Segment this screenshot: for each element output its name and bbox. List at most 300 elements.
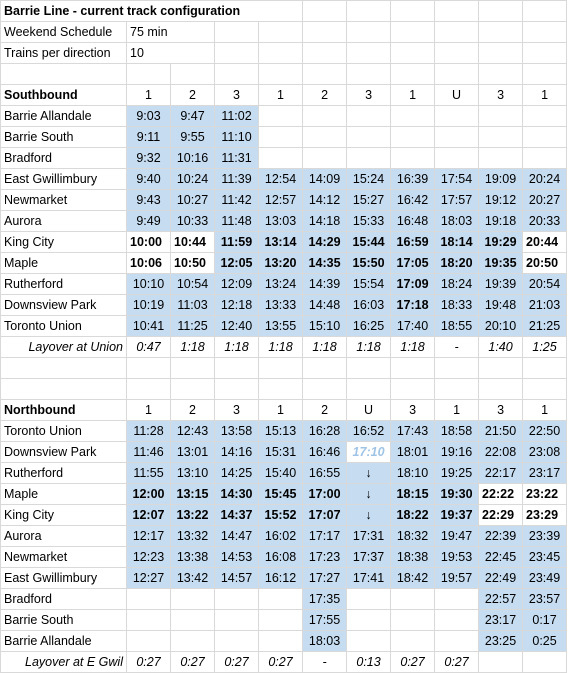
time-cell[interactable]: 14:25 (215, 463, 259, 484)
time-cell[interactable] (215, 631, 259, 652)
time-cell[interactable]: 10:54 (171, 274, 215, 295)
layover-value[interactable]: 1:18 (391, 337, 435, 358)
time-cell[interactable]: 19:47 (435, 526, 479, 547)
time-cell[interactable]: 15:10 (303, 316, 347, 337)
time-cell[interactable]: 14:57 (215, 568, 259, 589)
layover-value[interactable]: 1:18 (215, 337, 259, 358)
time-cell[interactable]: 9:03 (127, 106, 171, 127)
time-cell[interactable]: 21:25 (523, 316, 567, 337)
time-cell[interactable]: 23:22 (523, 484, 567, 505)
time-cell[interactable]: 15:44 (347, 232, 391, 253)
time-cell[interactable]: 16:59 (391, 232, 435, 253)
station-name[interactable]: Rutherford (1, 274, 127, 295)
time-cell[interactable]: 21:03 (523, 295, 567, 316)
time-cell[interactable]: 22:57 (479, 589, 523, 610)
time-cell[interactable]: 12:09 (215, 274, 259, 295)
station-name[interactable]: Maple (1, 253, 127, 274)
time-cell[interactable]: 13:42 (171, 568, 215, 589)
time-cell[interactable]: 22:22 (479, 484, 523, 505)
meta-value[interactable]: 10 (127, 43, 215, 64)
time-cell[interactable]: 19:29 (479, 232, 523, 253)
time-cell[interactable]: 14:48 (303, 295, 347, 316)
time-cell[interactable] (347, 106, 391, 127)
time-cell[interactable]: 20:10 (479, 316, 523, 337)
empty-cell[interactable] (479, 358, 523, 379)
empty-cell[interactable] (127, 64, 171, 85)
time-cell[interactable]: 18:55 (435, 316, 479, 337)
time-cell[interactable]: 14:09 (303, 169, 347, 190)
time-cell[interactable] (479, 127, 523, 148)
time-cell[interactable]: 15:13 (259, 421, 303, 442)
time-cell[interactable]: 13:38 (171, 547, 215, 568)
time-cell[interactable]: 0:25 (523, 631, 567, 652)
station-name[interactable]: Barrie Allandale (1, 106, 127, 127)
empty-cell[interactable] (171, 64, 215, 85)
time-cell[interactable]: 16:25 (347, 316, 391, 337)
time-cell[interactable]: 12:00 (127, 484, 171, 505)
station-name[interactable]: Aurora (1, 211, 127, 232)
empty-cell[interactable] (347, 379, 391, 400)
time-cell[interactable]: 19:30 (435, 484, 479, 505)
time-cell[interactable]: 16:39 (391, 169, 435, 190)
time-cell[interactable]: 23:39 (523, 526, 567, 547)
time-cell[interactable]: 13:20 (259, 253, 303, 274)
time-cell[interactable]: 17:23 (303, 547, 347, 568)
station-name[interactable]: Aurora (1, 526, 127, 547)
empty-cell[interactable] (523, 1, 567, 22)
empty-cell[interactable] (1, 358, 127, 379)
time-cell[interactable]: 13:10 (171, 463, 215, 484)
time-cell[interactable]: 14:12 (303, 190, 347, 211)
time-cell[interactable]: 9:55 (171, 127, 215, 148)
time-cell[interactable]: 19:57 (435, 568, 479, 589)
station-name[interactable]: Barrie South (1, 127, 127, 148)
time-cell[interactable]: 9:49 (127, 211, 171, 232)
station-name[interactable]: Downsview Park (1, 442, 127, 463)
empty-cell[interactable] (523, 64, 567, 85)
time-cell[interactable]: 19:09 (479, 169, 523, 190)
train-number-header[interactable]: 1 (523, 400, 567, 421)
time-cell[interactable]: 14:16 (215, 442, 259, 463)
empty-cell[interactable] (435, 358, 479, 379)
time-cell[interactable]: 18:24 (435, 274, 479, 295)
layover-value[interactable]: 1:18 (171, 337, 215, 358)
time-cell[interactable]: 13:15 (171, 484, 215, 505)
train-number-header[interactable]: 3 (391, 400, 435, 421)
meta-value[interactable]: 75 min (127, 22, 215, 43)
time-cell[interactable]: 22:49 (479, 568, 523, 589)
time-cell[interactable]: 19:48 (479, 295, 523, 316)
time-cell[interactable]: 19:12 (479, 190, 523, 211)
time-cell[interactable]: 17:05 (391, 253, 435, 274)
time-cell[interactable] (259, 106, 303, 127)
time-cell[interactable]: 13:14 (259, 232, 303, 253)
station-name[interactable]: East Gwillimbury (1, 568, 127, 589)
time-cell[interactable]: 10:50 (171, 253, 215, 274)
empty-cell[interactable] (347, 64, 391, 85)
layover-label[interactable]: Layover at E Gwil (1, 652, 127, 673)
train-number-header[interactable]: 1 (259, 85, 303, 106)
time-cell[interactable] (127, 589, 171, 610)
time-cell[interactable]: 17:00 (303, 484, 347, 505)
empty-cell[interactable] (479, 43, 523, 64)
empty-cell[interactable] (127, 379, 171, 400)
station-name[interactable]: Bradford (1, 589, 127, 610)
empty-cell[interactable] (391, 43, 435, 64)
time-cell[interactable]: 22:08 (479, 442, 523, 463)
train-number-header[interactable]: 3 (479, 85, 523, 106)
layover-value[interactable]: 1:18 (259, 337, 303, 358)
empty-cell[interactable] (303, 22, 347, 43)
time-cell[interactable]: 11:31 (215, 148, 259, 169)
time-cell[interactable]: 23:25 (479, 631, 523, 652)
train-number-header[interactable]: 1 (127, 85, 171, 106)
time-cell[interactable]: 17:18 (391, 295, 435, 316)
empty-cell[interactable] (479, 1, 523, 22)
time-cell[interactable]: 9:40 (127, 169, 171, 190)
empty-cell[interactable] (259, 43, 303, 64)
time-cell[interactable]: 10:10 (127, 274, 171, 295)
train-number-header[interactable]: 1 (391, 85, 435, 106)
empty-cell[interactable] (303, 64, 347, 85)
time-cell[interactable]: 16:42 (391, 190, 435, 211)
empty-cell[interactable] (215, 64, 259, 85)
time-cell[interactable]: 20:27 (523, 190, 567, 211)
empty-cell[interactable] (523, 358, 567, 379)
train-number-header[interactable]: 2 (303, 85, 347, 106)
time-cell[interactable]: 10:00 (127, 232, 171, 253)
time-cell[interactable]: 23:49 (523, 568, 567, 589)
time-cell[interactable]: 10:19 (127, 295, 171, 316)
layover-value[interactable]: - (303, 652, 347, 673)
train-number-header[interactable]: 1 (127, 400, 171, 421)
time-cell[interactable]: 15:27 (347, 190, 391, 211)
time-cell[interactable]: 14:30 (215, 484, 259, 505)
time-cell[interactable] (347, 127, 391, 148)
time-cell[interactable]: 18:22 (391, 505, 435, 526)
time-cell[interactable]: 16:03 (347, 295, 391, 316)
time-cell[interactable]: 22:29 (479, 505, 523, 526)
time-cell[interactable]: 17:57 (435, 190, 479, 211)
time-cell[interactable]: 18:20 (435, 253, 479, 274)
layover-value[interactable] (523, 652, 567, 673)
time-cell[interactable] (391, 589, 435, 610)
time-cell[interactable]: 16:52 (347, 421, 391, 442)
meta-label[interactable]: Weekend Schedule (1, 22, 127, 43)
time-cell[interactable]: 10:27 (171, 190, 215, 211)
time-cell[interactable]: 20:24 (523, 169, 567, 190)
empty-cell[interactable] (391, 64, 435, 85)
time-cell[interactable] (391, 148, 435, 169)
time-cell[interactable]: 15:54 (347, 274, 391, 295)
time-cell[interactable]: 13:55 (259, 316, 303, 337)
empty-cell[interactable] (215, 43, 259, 64)
time-cell[interactable] (259, 589, 303, 610)
empty-cell[interactable] (303, 43, 347, 64)
time-cell[interactable]: 18:38 (391, 547, 435, 568)
time-cell[interactable]: 12:23 (127, 547, 171, 568)
time-cell[interactable]: 14:39 (303, 274, 347, 295)
time-cell[interactable]: ↓ (347, 484, 391, 505)
time-cell[interactable] (303, 106, 347, 127)
empty-cell[interactable] (171, 379, 215, 400)
empty-cell[interactable] (391, 379, 435, 400)
time-cell[interactable] (259, 610, 303, 631)
train-number-header[interactable]: 2 (171, 85, 215, 106)
time-cell[interactable]: 16:12 (259, 568, 303, 589)
time-cell[interactable]: 20:33 (523, 211, 567, 232)
train-number-header[interactable]: U (347, 400, 391, 421)
time-cell[interactable]: 20:50 (523, 253, 567, 274)
time-cell[interactable]: 14:18 (303, 211, 347, 232)
time-cell[interactable]: 23:17 (479, 610, 523, 631)
layover-value[interactable]: 0:27 (171, 652, 215, 673)
empty-cell[interactable] (1, 64, 127, 85)
time-cell[interactable]: 11:55 (127, 463, 171, 484)
time-cell[interactable]: 17:40 (391, 316, 435, 337)
time-cell[interactable] (215, 610, 259, 631)
time-cell[interactable]: 13:03 (259, 211, 303, 232)
empty-cell[interactable] (215, 379, 259, 400)
time-cell[interactable] (171, 610, 215, 631)
time-cell[interactable]: 18:01 (391, 442, 435, 463)
empty-cell[interactable] (435, 1, 479, 22)
train-number-header[interactable]: 3 (215, 400, 259, 421)
empty-cell[interactable] (435, 43, 479, 64)
time-cell[interactable]: 19:39 (479, 274, 523, 295)
time-cell[interactable]: 16:02 (259, 526, 303, 547)
time-cell[interactable]: 9:32 (127, 148, 171, 169)
time-cell[interactable]: 23:29 (523, 505, 567, 526)
station-name[interactable]: East Gwillimbury (1, 169, 127, 190)
time-cell[interactable]: 22:50 (523, 421, 567, 442)
time-cell[interactable]: 11:39 (215, 169, 259, 190)
empty-cell[interactable] (479, 64, 523, 85)
time-cell[interactable]: 19:35 (479, 253, 523, 274)
empty-cell[interactable] (1, 379, 127, 400)
empty-cell[interactable] (523, 43, 567, 64)
time-cell[interactable] (391, 610, 435, 631)
time-cell[interactable]: 19:37 (435, 505, 479, 526)
time-cell[interactable]: 10:33 (171, 211, 215, 232)
station-name[interactable]: Barrie South (1, 610, 127, 631)
time-cell[interactable]: 22:45 (479, 547, 523, 568)
time-cell[interactable]: 11:25 (171, 316, 215, 337)
time-cell[interactable] (479, 106, 523, 127)
time-cell[interactable]: 14:47 (215, 526, 259, 547)
time-cell[interactable]: 20:44 (523, 232, 567, 253)
time-cell[interactable]: 11:42 (215, 190, 259, 211)
time-cell[interactable]: 12:57 (259, 190, 303, 211)
time-cell[interactable]: 18:10 (391, 463, 435, 484)
time-cell[interactable]: 21:50 (479, 421, 523, 442)
station-name[interactable]: King City (1, 505, 127, 526)
time-cell[interactable]: 11:02 (215, 106, 259, 127)
time-cell[interactable] (391, 127, 435, 148)
station-name[interactable]: King City (1, 232, 127, 253)
empty-cell[interactable] (479, 379, 523, 400)
time-cell[interactable]: 12:18 (215, 295, 259, 316)
time-cell[interactable] (347, 589, 391, 610)
time-cell[interactable] (171, 631, 215, 652)
time-cell[interactable]: 9:43 (127, 190, 171, 211)
train-number-header[interactable]: 3 (347, 85, 391, 106)
time-cell[interactable]: 18:14 (435, 232, 479, 253)
time-cell[interactable] (435, 127, 479, 148)
time-cell[interactable] (523, 127, 567, 148)
empty-cell[interactable] (127, 358, 171, 379)
time-cell[interactable]: 16:46 (303, 442, 347, 463)
time-cell[interactable]: 12:17 (127, 526, 171, 547)
northbound-header[interactable]: Northbound (1, 400, 127, 421)
layover-value[interactable]: 0:27 (435, 652, 479, 673)
time-cell[interactable]: 17:17 (303, 526, 347, 547)
time-cell[interactable] (391, 106, 435, 127)
time-cell[interactable]: 15:52 (259, 505, 303, 526)
empty-cell[interactable] (303, 358, 347, 379)
time-cell[interactable] (347, 610, 391, 631)
time-cell[interactable] (127, 610, 171, 631)
time-cell[interactable]: ↓ (347, 463, 391, 484)
time-cell[interactable] (215, 589, 259, 610)
time-cell[interactable]: 12:54 (259, 169, 303, 190)
time-cell[interactable] (523, 148, 567, 169)
layover-value[interactable]: 1:40 (479, 337, 523, 358)
station-name[interactable]: Barrie Allandale (1, 631, 127, 652)
time-cell[interactable]: 10:24 (171, 169, 215, 190)
time-cell[interactable]: 17:54 (435, 169, 479, 190)
time-cell[interactable] (347, 631, 391, 652)
station-name[interactable]: Maple (1, 484, 127, 505)
time-cell[interactable]: 15:31 (259, 442, 303, 463)
time-cell[interactable]: 12:40 (215, 316, 259, 337)
layover-value[interactable]: 0:47 (127, 337, 171, 358)
time-cell[interactable]: 23:17 (523, 463, 567, 484)
empty-cell[interactable] (215, 22, 259, 43)
time-cell[interactable]: 23:45 (523, 547, 567, 568)
time-cell[interactable]: 9:11 (127, 127, 171, 148)
time-cell[interactable]: 14:37 (215, 505, 259, 526)
empty-cell[interactable] (259, 22, 303, 43)
time-cell[interactable] (479, 148, 523, 169)
station-name[interactable]: Toronto Union (1, 421, 127, 442)
time-cell[interactable]: 14:53 (215, 547, 259, 568)
meta-label[interactable]: Trains per direction (1, 43, 127, 64)
time-cell[interactable]: 16:28 (303, 421, 347, 442)
time-cell[interactable] (435, 631, 479, 652)
time-cell[interactable]: 19:18 (479, 211, 523, 232)
layover-label[interactable]: Layover at Union (1, 337, 127, 358)
time-cell[interactable]: 19:25 (435, 463, 479, 484)
time-cell[interactable]: 15:33 (347, 211, 391, 232)
time-cell[interactable]: 13:32 (171, 526, 215, 547)
empty-cell[interactable] (259, 64, 303, 85)
time-cell[interactable]: 13:24 (259, 274, 303, 295)
time-cell[interactable]: 11:10 (215, 127, 259, 148)
time-cell[interactable]: 11:28 (127, 421, 171, 442)
time-cell[interactable] (303, 127, 347, 148)
time-cell[interactable]: 12:05 (215, 253, 259, 274)
layover-value[interactable]: 1:18 (347, 337, 391, 358)
sheet-title[interactable]: Barrie Line - current track configuration (1, 1, 303, 22)
time-cell[interactable]: 11:59 (215, 232, 259, 253)
time-cell[interactable]: 23:08 (523, 442, 567, 463)
empty-cell[interactable] (171, 358, 215, 379)
time-cell[interactable]: 11:48 (215, 211, 259, 232)
time-cell[interactable]: 13:01 (171, 442, 215, 463)
layover-value[interactable]: 1:25 (523, 337, 567, 358)
time-cell[interactable]: 11:46 (127, 442, 171, 463)
time-cell[interactable]: 18:58 (435, 421, 479, 442)
station-name[interactable]: Rutherford (1, 463, 127, 484)
time-cell[interactable]: 17:37 (347, 547, 391, 568)
time-cell[interactable]: 15:24 (347, 169, 391, 190)
time-cell[interactable]: 12:27 (127, 568, 171, 589)
empty-cell[interactable] (435, 22, 479, 43)
time-cell[interactable]: 17:41 (347, 568, 391, 589)
train-number-header[interactable]: 3 (479, 400, 523, 421)
empty-cell[interactable] (435, 64, 479, 85)
station-name[interactable]: Toronto Union (1, 316, 127, 337)
layover-value[interactable]: 0:27 (127, 652, 171, 673)
time-cell[interactable]: 18:42 (391, 568, 435, 589)
time-cell[interactable] (435, 106, 479, 127)
time-cell[interactable]: 10:44 (171, 232, 215, 253)
layover-value[interactable]: 0:27 (391, 652, 435, 673)
time-cell[interactable]: 12:07 (127, 505, 171, 526)
station-name[interactable]: Bradford (1, 148, 127, 169)
time-cell[interactable]: 17:31 (347, 526, 391, 547)
time-cell[interactable] (259, 127, 303, 148)
time-cell[interactable]: 18:15 (391, 484, 435, 505)
station-name[interactable]: Downsview Park (1, 295, 127, 316)
empty-cell[interactable] (215, 358, 259, 379)
time-cell[interactable]: 18:32 (391, 526, 435, 547)
time-cell[interactable] (435, 589, 479, 610)
time-cell[interactable]: 10:16 (171, 148, 215, 169)
time-cell[interactable]: 19:53 (435, 547, 479, 568)
time-cell[interactable]: 18:33 (435, 295, 479, 316)
time-cell[interactable]: 9:47 (171, 106, 215, 127)
time-cell[interactable] (435, 610, 479, 631)
time-cell[interactable]: 16:55 (303, 463, 347, 484)
time-cell[interactable]: 15:50 (347, 253, 391, 274)
empty-cell[interactable] (479, 22, 523, 43)
time-cell[interactable]: 17:27 (303, 568, 347, 589)
station-name[interactable]: Newmarket (1, 547, 127, 568)
time-cell[interactable]: 15:45 (259, 484, 303, 505)
time-cell[interactable]: ↓ (347, 505, 391, 526)
time-cell[interactable] (127, 631, 171, 652)
time-cell[interactable] (523, 106, 567, 127)
time-cell[interactable] (347, 148, 391, 169)
layover-value[interactable] (479, 652, 523, 673)
empty-cell[interactable] (523, 379, 567, 400)
time-cell[interactable]: 12:43 (171, 421, 215, 442)
empty-cell[interactable] (347, 358, 391, 379)
time-cell[interactable] (259, 631, 303, 652)
southbound-header[interactable]: Southbound (1, 85, 127, 106)
layover-value[interactable]: - (435, 337, 479, 358)
train-number-header[interactable]: 1 (435, 400, 479, 421)
empty-cell[interactable] (523, 22, 567, 43)
layover-value[interactable]: 0:27 (259, 652, 303, 673)
time-cell[interactable]: 17:35 (303, 589, 347, 610)
time-cell[interactable]: 16:08 (259, 547, 303, 568)
empty-cell[interactable] (303, 379, 347, 400)
empty-cell[interactable] (391, 22, 435, 43)
empty-cell[interactable] (259, 358, 303, 379)
